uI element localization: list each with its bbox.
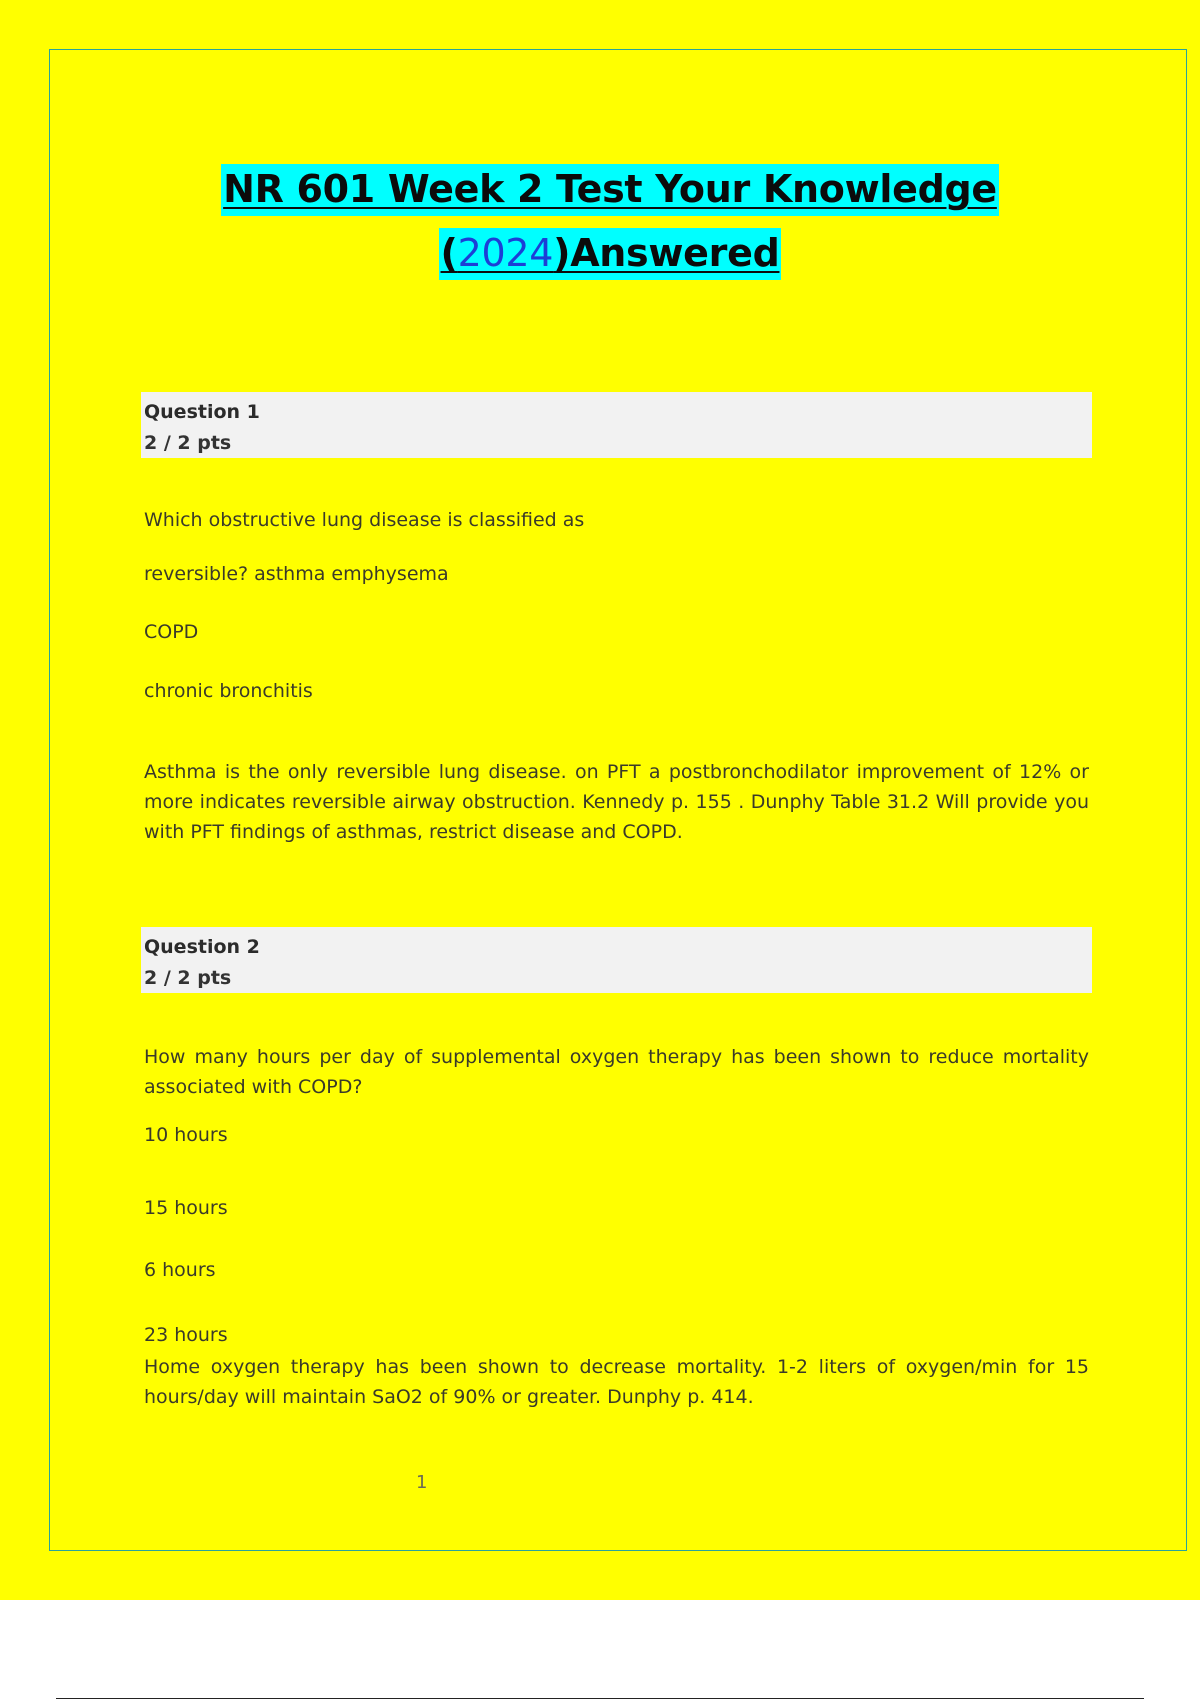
question-2-option-15-hours: 15 hours — [144, 1197, 228, 1219]
title-answered: )Answered — [553, 231, 780, 275]
question-2-explanation: Home oxygen therapy has been shown to decrease mortality. 1-2 liters of oxygen/min for 15 hours/day will maintain SaO2 of 90% or greater. Dunphy p. 414. — [144, 1356, 1089, 1408]
page-number: 1 — [416, 1472, 428, 1493]
question-2-header — [141, 927, 1092, 993]
question-2-heading: Question 2 — [144, 936, 260, 958]
document-title — [100, 164, 1120, 216]
question-2-option-6-hours: 6 hours — [144, 1259, 216, 1281]
question-2-option-23-hours: 23 hours — [144, 1324, 228, 1346]
question-1-heading: Question 1 — [144, 401, 260, 423]
question-1-explanation: Asthma is the only reversible lung disease. on PFT a postbronchodilator improvement of 12% or more indicates reversible airway obstruction. Kennedy p. 155 . Dunphy Table 31.2 Will provide you with PFT findings of asthmas, restrict disease and COPD. — [144, 761, 1089, 843]
question-1-prompt-line-1: Which obstructive lung disease is classified as — [144, 509, 585, 531]
question-1-option-chronic-bronchitis: chronic bronchitis — [144, 680, 313, 702]
title-line-2 — [439, 228, 782, 280]
question-1-option-copd: COPD — [144, 621, 199, 643]
question-2-points: 2 / 2 pts — [144, 967, 232, 989]
title-line-1: NR 601 Week 2 Test Your Knowledge — [221, 164, 999, 216]
question-1-points: 2 / 2 pts — [144, 432, 232, 454]
bottom-divider — [56, 1698, 1144, 1699]
title-paren-open: ( — [440, 231, 458, 275]
question-2-prompt: How many hours per day of supplemental oxygen therapy has been shown to reduce mortality associated with COPD? — [144, 1046, 1089, 1098]
question-1-header — [141, 392, 1092, 458]
question-1-prompt-line-2: reversible? asthma emphysema — [144, 563, 449, 585]
document-title-continued — [100, 228, 1120, 280]
question-2-option-10-hours: 10 hours — [144, 1124, 228, 1146]
title-year-link[interactable]: 2024 — [457, 231, 554, 275]
